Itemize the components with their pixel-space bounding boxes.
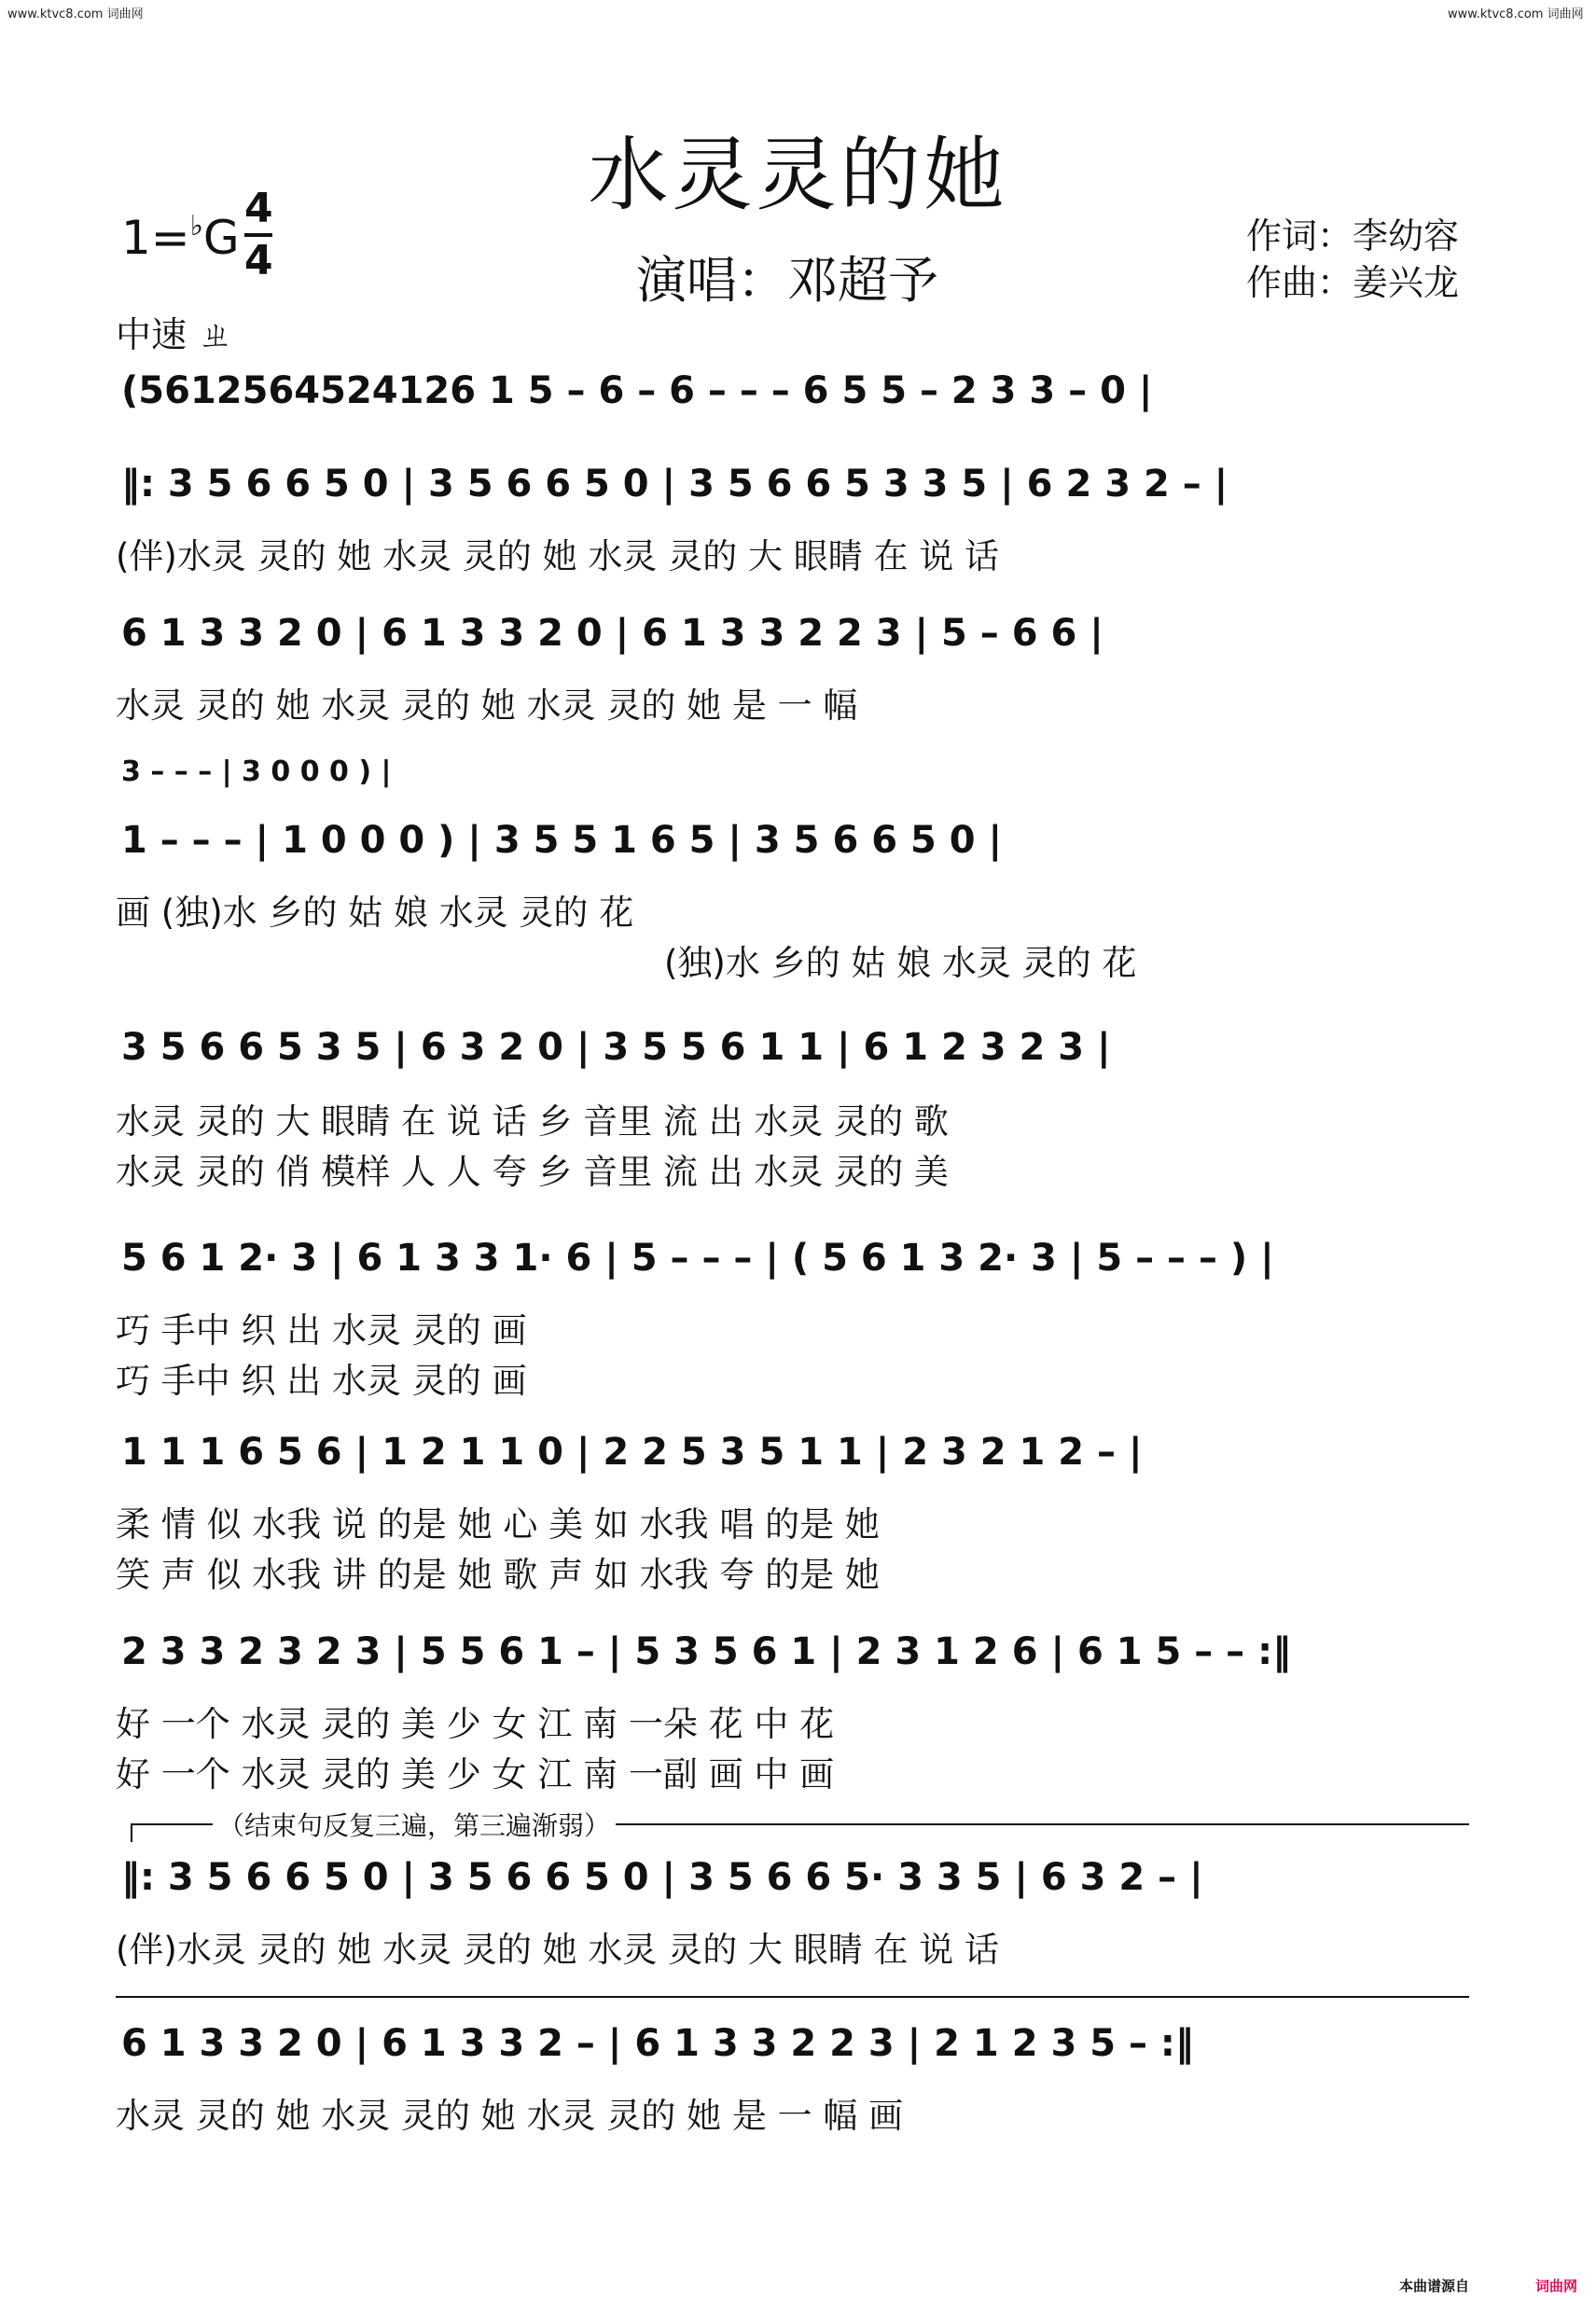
score-line-1: (5612564524126 1 5 – 6 – 6 – – – 6 5 5 – 2 3 3 – 0 | <box>121 369 1153 412</box>
score-line-10-notes: 6 1 3 3 2 0 | 6 1 3 3 2 – | 6 1 3 3 2 2 3 | 2 1 2 3 5 – :‖ <box>121 2022 1194 2065</box>
score-line-10-lyrics: 水灵 灵的 她 水灵 灵的 她 水灵 灵的 她 是 一 幅 画 <box>116 2096 904 2136</box>
score-line-8-notes: 2 3 3 2 3 2 3 | 5 5 6 1 – | 5 3 5 6 1 | 2 3 1 2 6 | 6 1 5 – – :‖ <box>121 1630 1292 1673</box>
coda-bracket-tick <box>131 1823 132 1842</box>
score-line-9-notes: ‖: 3 5 6 6 5 0 | 3 5 6 6 5 0 | 3 5 6 6 5· 3 3 5 | 6 3 2 – | <box>121 1856 1203 1899</box>
score-line-8-lyrics-1: 好 一个 水灵 灵的 美 少 女 江 南 一朵 花 中 花 <box>116 1704 835 1744</box>
score-line-9-lyrics: (伴)水灵 灵的 她 水灵 灵的 她 水灵 灵的 大 眼睛 在 说 话 <box>116 1930 1000 1970</box>
score-line-6-lyrics-2: 巧 手中 织 出 水灵 灵的 画 <box>116 1361 527 1401</box>
singer-credit: 演唱：邓超予 <box>636 251 938 310</box>
score-line-4-lyrics-1: 画 (独)水 乡的 姑 娘 水灵 灵的 花 <box>116 893 634 933</box>
watermark-right: www.ktvc8.com 词曲网 <box>1448 7 1584 21</box>
song-title: 水灵灵的她 <box>588 129 1008 222</box>
watermark-left: www.ktvc8.com 词曲网 <box>7 7 144 21</box>
footer-source: 本曲谱源自 <box>1399 2278 1470 2294</box>
score-line-7-notes: 1 1 1 6 5 6 | 1 2 1 1 0 | 2 2 5 3 5 1 1 | 2 3 2 1 2 – | <box>121 1431 1143 1474</box>
key-signature: 1=♭G <box>121 210 240 265</box>
coda-instruction: （结束句反复三遍，第三遍渐弱） <box>213 1806 616 1843</box>
score-line-4-notes: 1 – – – | 1 0 0 0 ) | 3 5 5 1 6 5 | 3 5 6 6 5 0 | <box>121 819 1003 862</box>
tempo-marking: 中速 ㄓ <box>116 314 234 355</box>
score-line-3-lyrics: 水灵 灵的 她 水灵 灵的 她 水灵 灵的 她 是 一 幅 <box>116 686 858 726</box>
composer-credit: 作曲：姜兴龙 <box>1246 262 1460 303</box>
score-line-8-lyrics-2: 好 一个 水灵 灵的 美 少 女 江 南 一副 画 中 画 <box>116 1754 835 1794</box>
score-line-5-notes: 3 5 6 6 5 3 5 | 6 3 2 0 | 3 5 5 6 1 1 | 6 1 2 3 2 3 | <box>121 1026 1111 1069</box>
score-line-5-lyrics-2: 水灵 灵的 俏 模样 人 人 夸 乡 音里 流 出 水灵 灵的 美 <box>116 1152 949 1192</box>
score-line-4-alt-notes: 3 – – – | 3 0 0 0 ) | <box>121 755 392 788</box>
footer-site-logo: 词曲网 <box>1535 2278 1578 2294</box>
score-line-2-lyrics: (伴)水灵 灵的 她 水灵 灵的 她 水灵 灵的 大 眼睛 在 说 话 <box>116 536 1000 576</box>
score-line-5-lyrics-1: 水灵 灵的 大 眼睛 在 说 话 乡 音里 流 出 水灵 灵的 歌 <box>116 1102 949 1142</box>
score-line-7-lyrics-1: 柔 情 似 水我 说 的是 她 心 美 如 水我 唱 的是 她 <box>116 1504 880 1545</box>
score-line-6-notes: 5 6 1 2· 3 | 6 1 3 3 1· 6 | 5 – – – | ( 5 6 1 3 2· 3 | 5 – – – ) | <box>121 1237 1274 1280</box>
score-line-6-lyrics-1: 巧 手中 织 出 水灵 灵的 画 <box>116 1310 527 1351</box>
lyricist-credit: 作词：李幼容 <box>1246 215 1460 256</box>
score-line-4-lyrics-2: (独)水 乡的 姑 娘 水灵 灵的 花 <box>664 943 1137 983</box>
score-line-7-lyrics-2: 笑 声 似 水我 讲 的是 她 歌 声 如 水我 夸 的是 她 <box>116 1555 880 1595</box>
coda-bracket-lower <box>116 1996 1469 1998</box>
score-line-3-notes: 6 1 3 3 2 0 | 6 1 3 3 2 0 | 6 1 3 3 2 2 3 | 5 – 6 6 | <box>121 612 1103 655</box>
score-line-2-notes: ‖: 3 5 6 6 5 0 | 3 5 6 6 5 0 | 3 5 6 6 5 3 3 5 | 6 2 3 2 – | <box>121 463 1228 506</box>
time-signature: 4 4 <box>244 185 273 284</box>
